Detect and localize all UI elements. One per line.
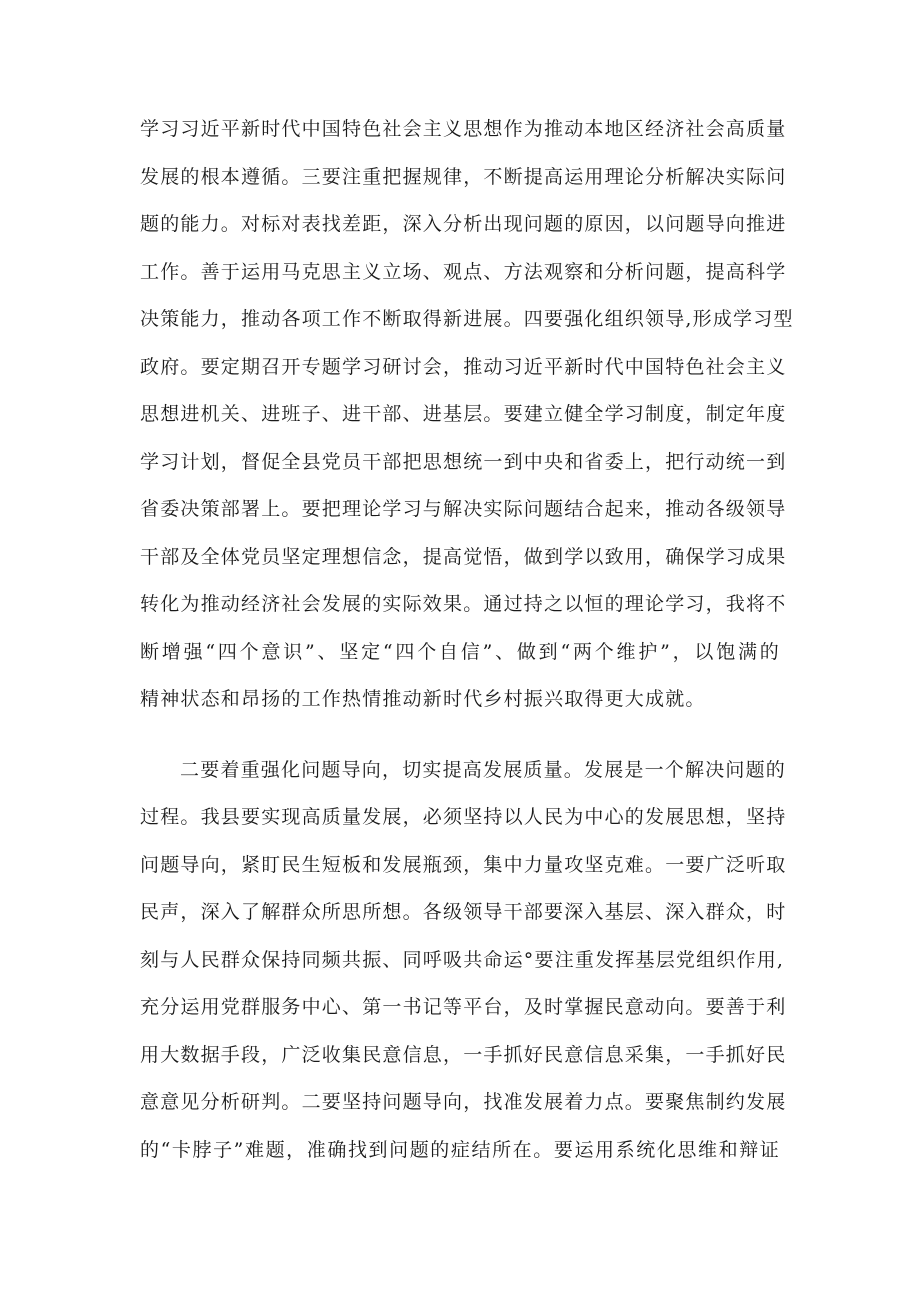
text-line: 决策能力，推动各项工作不断取得新进展。四要强化组织领导,形成学习型 bbox=[140, 308, 794, 330]
text-line: 意意见分析研判。二要坚持问题导向，找准发展着力点。要聚焦制约发展 bbox=[140, 1091, 787, 1113]
text-line: 精神状态和昂扬的工作热情推动新时代乡村振兴取得更大成就。 bbox=[140, 688, 706, 710]
text-line: 思想进机关、进班子、进干部、进基层。要建立健全学习制度，制定年度 bbox=[140, 403, 787, 425]
text-line: 二要着重强化问题导向，切实提高发展质量。发展是一个解决问题的 bbox=[180, 758, 787, 781]
text-line: 的“卡脖子”难题，准确找到问题的症结所在。要运用系统化思维和辩证 bbox=[140, 1138, 780, 1161]
text-line: 省委决策部署上。要把理论学习与解决实际问题结合起来，推动各级领导 bbox=[140, 498, 787, 520]
text-line: 干部及全体党员坚定理想信念，提高觉悟，做到学以致用，确保学习成果 bbox=[140, 545, 787, 568]
text-line: 刻与人民群众保持同频共振、同呼吸共命运°要注重发挥基层党组织作用, bbox=[140, 948, 785, 971]
text-line: 学习习近平新时代中国特色社会主义思想作为推动本地区经济社会高质量 bbox=[140, 118, 787, 140]
text-line: 问题导向，紧盯民生短板和发展瓶颈，集中力量攻坚克难。一要广泛听取 bbox=[140, 853, 787, 876]
paragraph-2 bbox=[140, 747, 787, 1175]
text-line: 充分运用党群服务中心、第一书记等平台，及时掌握民意动向。要善于利 bbox=[140, 996, 787, 1018]
text-line: 学习计划，督促全县党员干部把思想统一到中央和省委上，把行动统一到 bbox=[140, 450, 787, 473]
text-line: 政府。要定期召开专题学习研讨会，推动习近平新时代中国特色社会主义 bbox=[140, 355, 787, 378]
text-line: 民声，深入了解群众所思所想。各级领导干部要深入基层、深入群众，时 bbox=[140, 901, 787, 923]
paragraph-spacer bbox=[140, 724, 780, 747]
text-line: 工作。善于运用马克思主义立场、观点、方法观察和分析问题，提高科学 bbox=[140, 260, 787, 283]
text-line: 断增强“四个意识”、坚定“四个自信”、做到“两个维护”，以饱满的 bbox=[140, 640, 780, 663]
document-body bbox=[140, 106, 794, 1174]
paragraph-1 bbox=[140, 106, 794, 724]
text-line: 用大数据手段，广泛收集民意信息，一手抓好民意信息采集，一手抓好民 bbox=[140, 1043, 787, 1066]
text-line: 题的能力。对标对表找差距，深入分析出现问题的原因，以问题导向推进 bbox=[140, 213, 787, 235]
text-line: 发展的根本遵循。三要注重把握规律，不断提高运用理论分析解决实际问 bbox=[140, 165, 787, 188]
text-line: 过程。我县要实现高质量发展，必须坚持以人民为中心的发展思想，坚持 bbox=[140, 806, 787, 828]
text-line: 转化为推动经济社会发展的实际效果。通过持之以恒的理论学习，我将不 bbox=[140, 593, 787, 615]
